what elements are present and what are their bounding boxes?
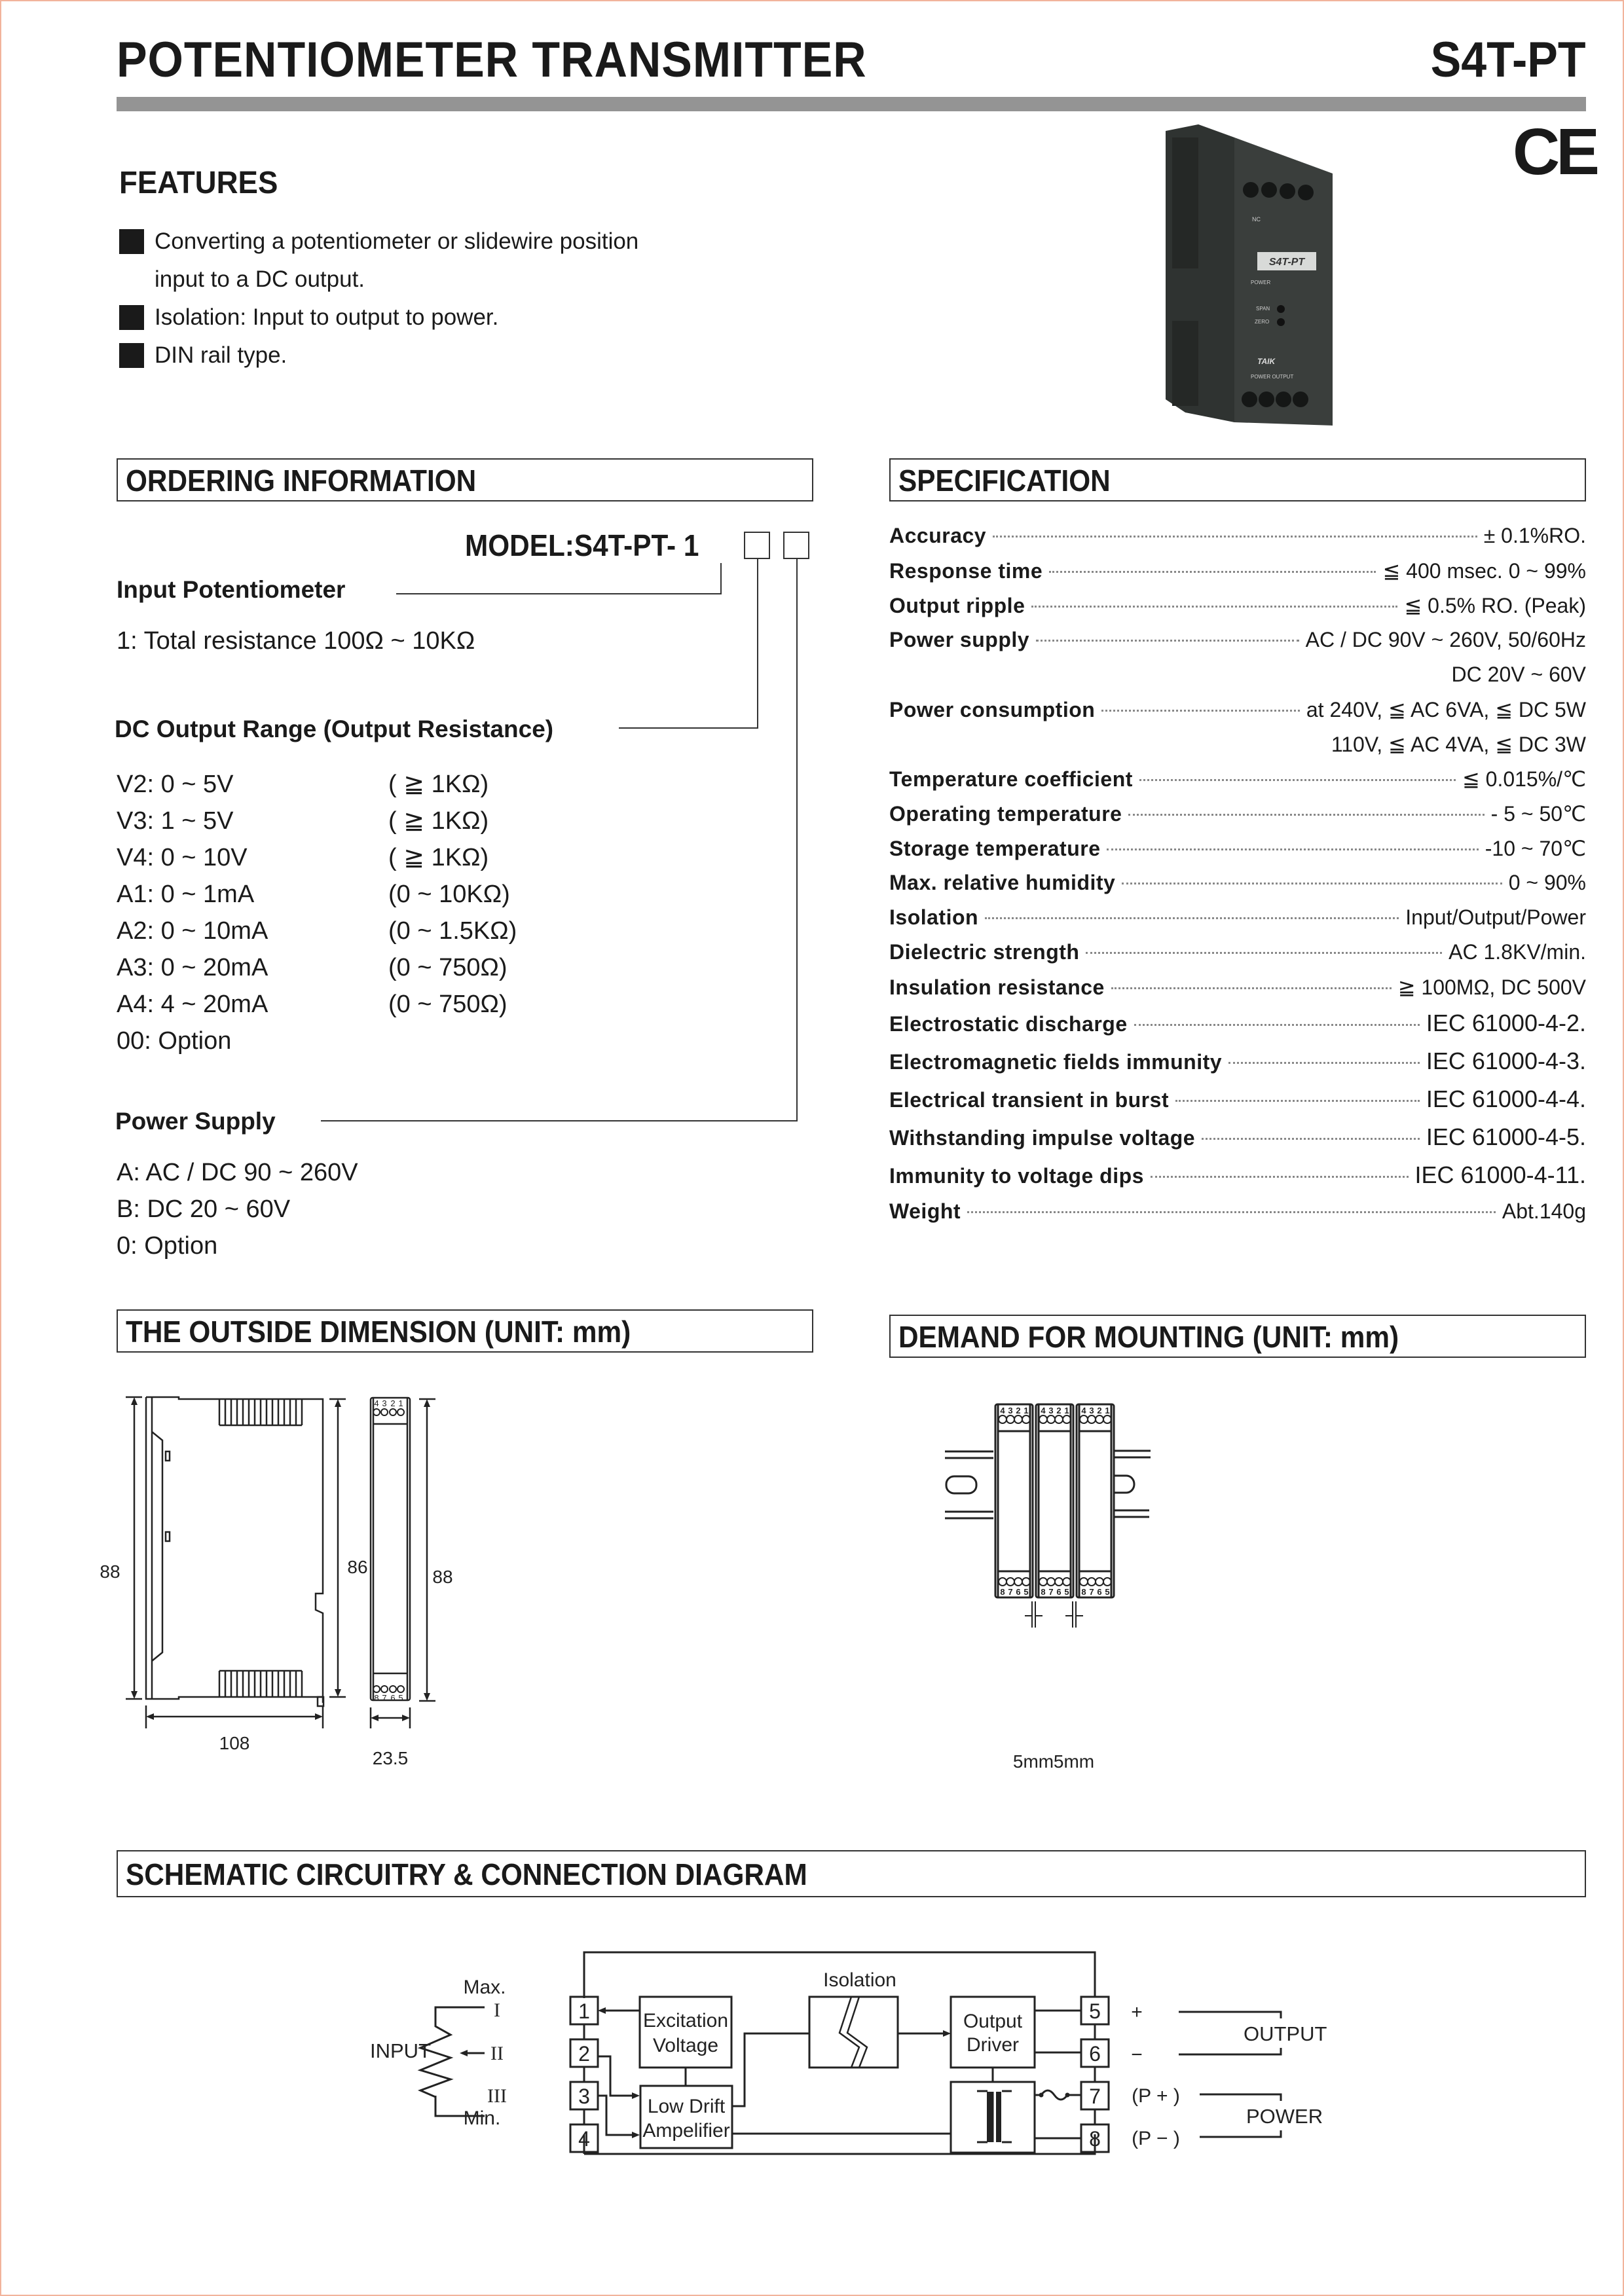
mounting-heading: DEMAND FOR MOUNTING (UNIT: mm) [889,1315,1586,1358]
svg-text:1: 1 [578,1999,590,2023]
svg-text:3: 3 [1089,1406,1094,1415]
schematic-heading: SCHEMATIC CIRCUITRY & CONNECTION DIAGRAM [117,1850,1586,1897]
table-row: V3: 1 ~ 5V ( ≧ 1KΩ) [117,807,489,835]
list-item: B: DC 20 ~ 60V [117,1195,291,1223]
feature-item: DIN rail type. [119,337,638,374]
svg-text:7: 7 [382,1693,387,1703]
spec-row: Electrical transient in burst IEC 61000-4-4. [889,1085,1586,1112]
svg-text:2: 2 [390,1398,396,1408]
svg-text:8: 8 [1081,1587,1086,1597]
svg-text:(P + ): (P + ) [1132,2085,1180,2107]
specification-list [889,524,1586,1234]
feature-item: Isolation: Input to output to power. [119,299,638,337]
svg-text:6: 6 [1056,1587,1061,1597]
spec-row: Immunity to voltage dips IEC 61000-4-11. [889,1161,1586,1188]
outside-dimension-heading: THE OUTSIDE DIMENSION (UNIT: mm) [117,1309,813,1353]
vent-fins-top [219,1399,302,1425]
ce-mark-icon: CE [1513,115,1596,189]
spec-row: Withstanding impulse voltage IEC 61000-4-5. [889,1123,1586,1150]
spec-row: Temperature coefficient ≦ 0.015%/℃ [889,767,1586,791]
model-number-template: MODEL:S4T-PT- 1 [465,528,699,562]
svg-text:5: 5 [1105,1587,1110,1597]
svg-text:2: 2 [1056,1406,1061,1415]
svg-text:II: II [490,2043,504,2064]
svg-text:2: 2 [578,2042,590,2066]
outside-dimension-drawing [98,1375,753,1781]
svg-text:+: + [1131,2001,1143,2023]
dc-output-title: DC Output Range (Output Resistance) [115,716,554,742]
svg-text:1: 1 [1105,1406,1110,1415]
svg-text:POWER: POWER [1251,280,1271,285]
spec-row: Dielectric strength AC 1.8KV/min. [889,940,1586,964]
feature-item-continuation: input to a DC output. [155,266,365,292]
svg-text:5: 5 [1089,1999,1101,2023]
svg-text:2: 2 [1016,1406,1021,1415]
svg-text:88: 88 [100,1561,120,1582]
svg-text:108: 108 [219,1733,250,1753]
svg-text:5mm: 5mm [1053,1751,1095,1772]
svg-text:1: 1 [1024,1406,1029,1415]
svg-text:Min.: Min. [463,2107,501,2129]
svg-text:Ampelifier: Ampelifier [642,2120,730,2141]
svg-text:7: 7 [1048,1587,1054,1597]
svg-text:1: 1 [398,1398,403,1408]
svg-text:7: 7 [1089,1587,1094,1597]
svg-text:6: 6 [1089,2042,1101,2066]
svg-text:8: 8 [1089,2127,1101,2151]
svg-text:8: 8 [1041,1587,1046,1597]
input-potentiometer-value: 1: Total resistance 100Ω ~ 10KΩ [117,627,475,655]
svg-text:8: 8 [1000,1587,1005,1597]
spec-row: Electrostatic discharge IEC 61000-4-2. [889,1010,1586,1036]
table-row: A2: 0 ~ 10mA (0 ~ 1.5KΩ) [117,917,517,945]
vent-fins-bottom [219,1671,302,1697]
svg-text:3: 3 [1008,1406,1013,1415]
svg-text:86: 86 [347,1557,368,1577]
svg-text:5: 5 [1024,1587,1029,1597]
svg-text:ZERO: ZERO [1255,319,1270,325]
svg-text:Max.: Max. [463,1977,506,1998]
table-row: V4: 0 ~ 10V ( ≧ 1KΩ) [117,844,489,871]
table-row: V2: 0 ~ 5V ( ≧ 1KΩ) [117,771,489,798]
specification-heading: SPECIFICATION [889,458,1586,501]
spec-row: Insulation resistance ≧ 100MΩ, DC 500V [889,975,1586,999]
power-supply-list [117,1154,358,1264]
svg-text:S4T-PT: S4T-PT [1268,257,1305,268]
svg-text:III: III [487,2085,507,2107]
svg-text:5mm: 5mm [1012,1751,1054,1772]
spec-row: Accuracy ± 0.1%RO. [889,524,1586,547]
table-row: A1: 0 ~ 1mA (0 ~ 10KΩ) [117,881,510,908]
features-heading: FEATURES [119,166,278,200]
spec-row: Max. relative humidity 0 ~ 90% [889,871,1586,894]
svg-text:3: 3 [382,1398,387,1408]
svg-text:POWER OUTPUT: POWER OUTPUT [1251,374,1294,380]
svg-text:4: 4 [1000,1406,1005,1415]
svg-text:1: 1 [1064,1406,1069,1415]
spec-row: Storage temperature -10 ~ 70℃ [889,837,1586,860]
svg-text:NC: NC [1252,216,1261,223]
spec-row: Weight Abt.140g [889,1199,1586,1223]
spec-row: Power consumption at 240V, ≦ AC 6VA, ≦ DC 5W [889,698,1586,721]
schematic-diagram [354,1944,1375,2167]
spec-row: Operating temperature - 5 ~ 50℃ [889,802,1586,826]
svg-text:7: 7 [1089,2085,1101,2108]
svg-text:4: 4 [578,2127,590,2151]
output-range-table [117,766,517,1059]
model-code: S4T-PT [1430,32,1586,88]
svg-text:6: 6 [1097,1587,1102,1597]
svg-text:23.5: 23.5 [372,1748,409,1768]
svg-text:(P − ): (P − ) [1132,2128,1180,2149]
svg-text:6: 6 [390,1693,396,1703]
svg-text:Voltage: Voltage [652,2035,719,2056]
svg-text:SPAN: SPAN [1256,306,1270,312]
svg-text:4: 4 [1041,1406,1046,1415]
spec-row-continuation: 110V, ≦ AC 4VA, ≦ DC 3W [1331,733,1586,756]
svg-text:5: 5 [398,1693,403,1703]
svg-text:3: 3 [578,2085,590,2108]
spec-row-continuation: DC 20V ~ 60V [1451,663,1586,686]
svg-text:3: 3 [1048,1406,1054,1415]
input-potentiometer-title: Input Potentiometer [117,576,346,603]
svg-text:2: 2 [1097,1406,1102,1415]
table-row: A4: 4 ~ 20mA (0 ~ 750Ω) [117,991,507,1018]
table-row: A3: 0 ~ 20mA (0 ~ 750Ω) [117,954,507,981]
spec-row: Isolation Input/Output/Power [889,905,1586,929]
svg-text:5: 5 [1064,1587,1069,1597]
svg-text:6: 6 [1016,1587,1021,1597]
svg-text:8: 8 [374,1693,379,1703]
svg-text:Isolation: Isolation [823,1969,896,1991]
page-title: POTENTIOMETER TRANSMITTER [117,32,867,88]
svg-text:4: 4 [374,1398,379,1408]
svg-text:7: 7 [1008,1587,1013,1597]
svg-text:Excitation: Excitation [642,2010,729,2032]
svg-text:I: I [494,1999,500,2021]
spec-row: Electromagnetic fields immunity IEC 61000-4-3. [889,1048,1586,1074]
svg-text:POWER: POWER [1246,2105,1323,2128]
svg-text:TAIK: TAIK [1257,357,1276,366]
svg-text:Low Drift: Low Drift [647,2096,726,2117]
spec-row: Output ripple ≦ 0.5% RO. (Peak) [889,594,1586,617]
feature-item: Converting a potentiometer or slidewire position [119,223,638,261]
svg-text:INPUT: INPUT [370,2039,431,2062]
table-row: 00: Option [117,1027,232,1055]
power-supply-title: Power Supply [115,1108,276,1135]
svg-text:4: 4 [1081,1406,1086,1415]
svg-text:−: − [1131,2044,1143,2066]
svg-text:Output: Output [963,2011,1023,2032]
svg-text:OUTPUT: OUTPUT [1244,2022,1327,2045]
svg-text:88: 88 [432,1567,453,1587]
spec-row: Power supply AC / DC 90V ~ 260V, 50/60Hz [889,628,1586,651]
svg-text:Driver: Driver [967,2034,1019,2056]
ordering-heading: ORDERING INFORMATION [117,458,813,501]
spec-row: Response time ≦ 400 msec. 0 ~ 99% [889,559,1586,583]
list-item: 0: Option [117,1232,218,1260]
mounting-drawing [877,1375,1598,1781]
list-item: A: AC / DC 90 ~ 260V [117,1159,358,1186]
